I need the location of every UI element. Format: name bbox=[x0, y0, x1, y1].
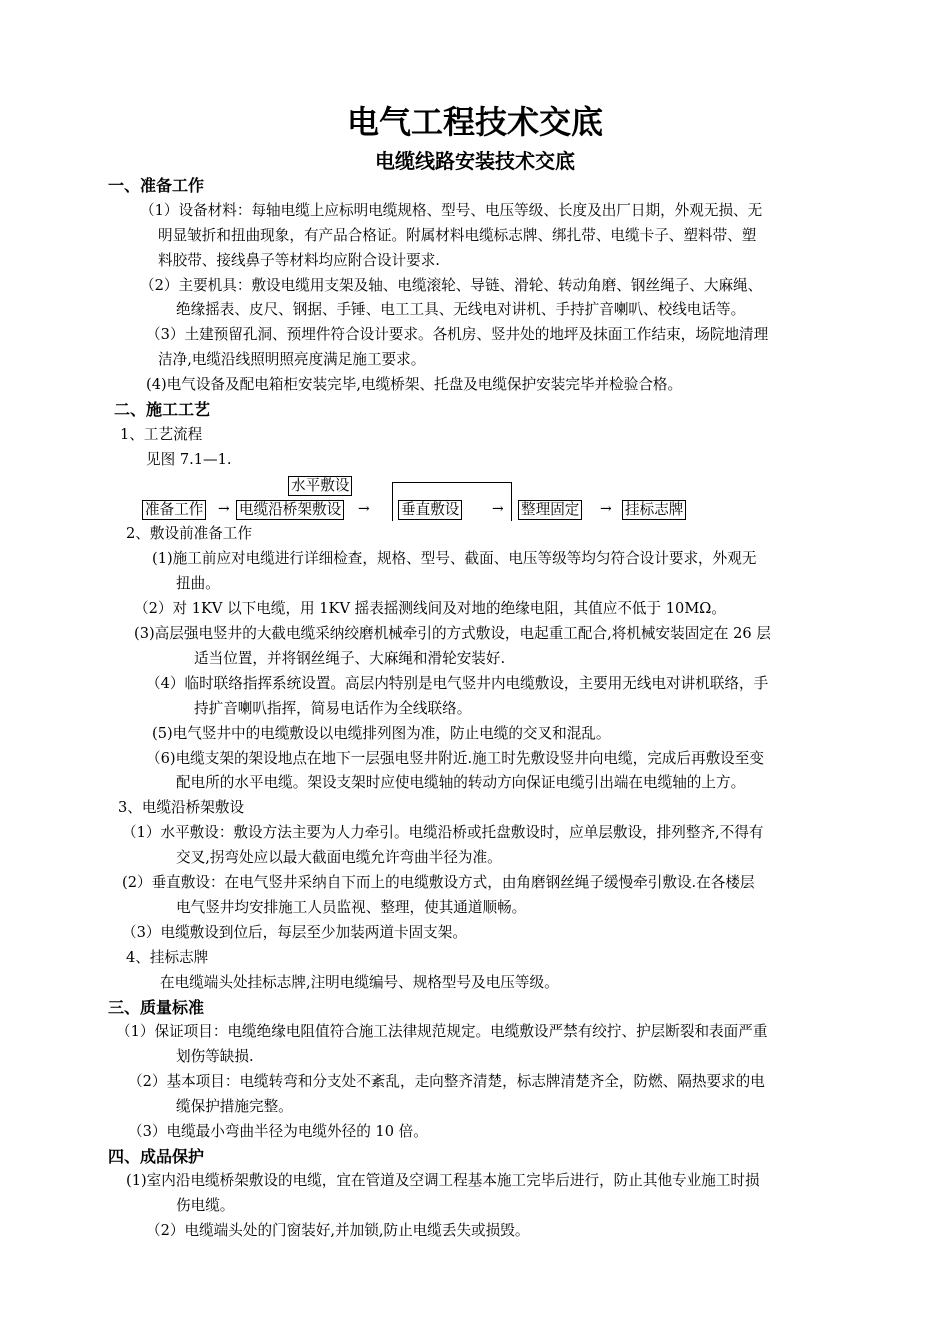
document-title: 电气工程技术交底 bbox=[346, 103, 603, 141]
paragraph-line: （6)电缆支架的架设地点在地下一层强电竖井附近.施工时先敷设竖井向电缆，完成后再敷设至变 bbox=[146, 750, 764, 767]
flow-step-preparation: 准备工作 bbox=[142, 500, 206, 520]
paragraph-line: (1)施工前应对电缆进行详细检查，规格、型号、截面、电压等级等均匀符合设计要求，外观无 bbox=[152, 550, 757, 567]
section-heading-protection: 四、成品保护 bbox=[108, 1147, 205, 1166]
figure-reference: 见图 7.1—1. bbox=[146, 451, 232, 468]
flow-step-vertical-laying: 垂直敷设 bbox=[398, 500, 462, 520]
paragraph-line: (4)电气设备及配电箱柜安装完毕,电缆桥架、托盘及电缆保护安装完毕并检验合格。 bbox=[146, 376, 683, 393]
paragraph-line: (5)电气竖井中的电缆敷设以电缆排列图为准，防止电缆的交叉和混乱。 bbox=[152, 725, 611, 742]
paragraph-line: （2）主要机具：敷设电缆用支架及轴、电缆滚轮、导链、滑轮、转动角磨、钢丝绳子、大麻绳、 bbox=[140, 277, 763, 294]
process-flow-diagram bbox=[0, 470, 950, 526]
paragraph-line: （3）电缆敷设到位后，每层至少加装两道卡固支架。 bbox=[122, 924, 467, 941]
paragraph-line: 交叉,拐弯处应以最大截面电缆允许弯曲半径为准。 bbox=[176, 849, 502, 866]
subheading-tray-laying: 3、电缆沿桥架敷设 bbox=[118, 799, 245, 816]
paragraph-line: (1)室内沿电缆桥架敷设的电缆，宜在管道及空调工程基本施工完毕后进行，防止其他专业施工时损 bbox=[126, 1172, 760, 1189]
paragraph-line: 明显皱折和扭曲现象，有产品合格证。附属材料电缆标志牌、绑扎带、电缆卡子、塑料带、塑 bbox=[158, 227, 757, 244]
subheading-process-flow: 1、工艺流程 bbox=[120, 426, 203, 443]
flow-step-tray-laying: 电缆沿桥架敷设 bbox=[236, 500, 344, 520]
paragraph-line: （3）电缆最小弯曲半径为电缆外径的 10 倍。 bbox=[128, 1123, 428, 1140]
paragraph-line: 适当位置，并将钢丝绳子、大麻绳和滑轮安装好. bbox=[194, 650, 506, 667]
section-heading-preparation: 一、准备工作 bbox=[108, 176, 205, 195]
subheading-hang-tag: 4、挂标志牌 bbox=[126, 949, 209, 966]
flow-step-hang-tag: 挂标志牌 bbox=[622, 500, 686, 520]
subheading-pre-laying-preparation: 2、敷设前准备工作 bbox=[126, 525, 253, 542]
paragraph-line: （2）电缆端头处的门窗装好,并加锁,防止电缆丢失或损毁。 bbox=[146, 1222, 530, 1239]
flow-arrow: → bbox=[358, 501, 370, 517]
paragraph-line: 缆保护措施完整。 bbox=[176, 1098, 293, 1115]
paragraph-line: 料胶带、接线鼻子等材料均应附合设计要求. bbox=[158, 252, 440, 269]
paragraph-line: （4）临时联络指挥系统设置。高层内特别是电气竖井内电缆敷设，主要用无线电对讲机联络，手 bbox=[146, 675, 769, 692]
paragraph-line: （2）对 1KV 以下电缆，用 1KV 摇表摇测线间及对地的绝缘电阻，其值应不低于 10MΩ。 bbox=[134, 600, 726, 617]
paragraph-line: 洁净,电缆沿线照明照亮度满足施工要求。 bbox=[158, 351, 426, 368]
paragraph-line: (2）垂直敷设：在电气竖井采纳自下而上的电缆敷设方式，由角磨钢丝绳子缓慢牵引敷设.在各楼层 bbox=[122, 874, 755, 891]
paragraph-line: （3）土建预留孔洞、预埋件符合设计要求。各机房、竖井处的地坪及抹面工作结束，场院地清理 bbox=[146, 326, 769, 343]
paragraph-line: （1）保证项目：电缆绝缘电阻值符合施工法律规范规定。电缆敷设严禁有绞拧、护层断裂和表面严重 bbox=[116, 1023, 768, 1040]
paragraph-line: （1）设备材料：每轴电缆上应标明电缆规格、型号、电压等级、长度及出厂日期，外观无损、无 bbox=[140, 202, 763, 219]
paragraph-line: 扭曲。 bbox=[176, 575, 220, 592]
paragraph-line: 持扩音喇叭指挥，简易电话作为全线联络。 bbox=[194, 700, 472, 717]
paragraph-line: 划伤等缺损. bbox=[176, 1048, 254, 1065]
flow-arrow: → bbox=[492, 501, 504, 517]
paragraph-line: 在电缆端头处挂标志牌,注明电缆编号、规格型号及电压等级。 bbox=[160, 974, 559, 991]
paragraph-line: 电气竖井均安排施工人员监视、整理，使其通道顺畅。 bbox=[176, 899, 527, 916]
paragraph-line: （2）基本项目：电缆转弯和分支处不紊乱，走向整齐清楚，标志牌清楚齐全，防燃、隔热要求的电 bbox=[128, 1073, 765, 1090]
section-heading-quality: 三、质量标准 bbox=[108, 998, 205, 1017]
flow-arrow: → bbox=[218, 501, 230, 517]
paragraph-line: (3)高层强电竖井的大截电缆采纳绞磨机械牵引的方式敷设，电起重工配合,将机械安装固定在 26 层 bbox=[134, 625, 771, 642]
paragraph-line: （1）水平敷设：敷设方法主要为人力牵引。电缆沿桥或托盘敷设时，应单层敷设，排列整齐,不得有 bbox=[122, 824, 764, 841]
document-subtitle: 电缆线路安装技术交底 bbox=[375, 149, 575, 173]
flow-step-horizontal-laying: 水平敷设 bbox=[288, 476, 352, 496]
flow-arrow: → bbox=[600, 501, 612, 517]
flow-step-arrange-fix: 整理固定 bbox=[518, 500, 582, 520]
paragraph-line: 绝缘摇表、皮尺、钢据、手锤、电工工具、无线电对讲机、手持扩音喇叭、校线电话等。 bbox=[176, 301, 746, 318]
section-heading-process: 二、施工工艺 bbox=[114, 400, 211, 419]
paragraph-line: 配电所的水平电缆。架设支架时应使电缆轴的转动方向保证电缆引出端在电缆轴的上方。 bbox=[176, 774, 746, 791]
paragraph-line: 伤电缆。 bbox=[176, 1197, 235, 1214]
